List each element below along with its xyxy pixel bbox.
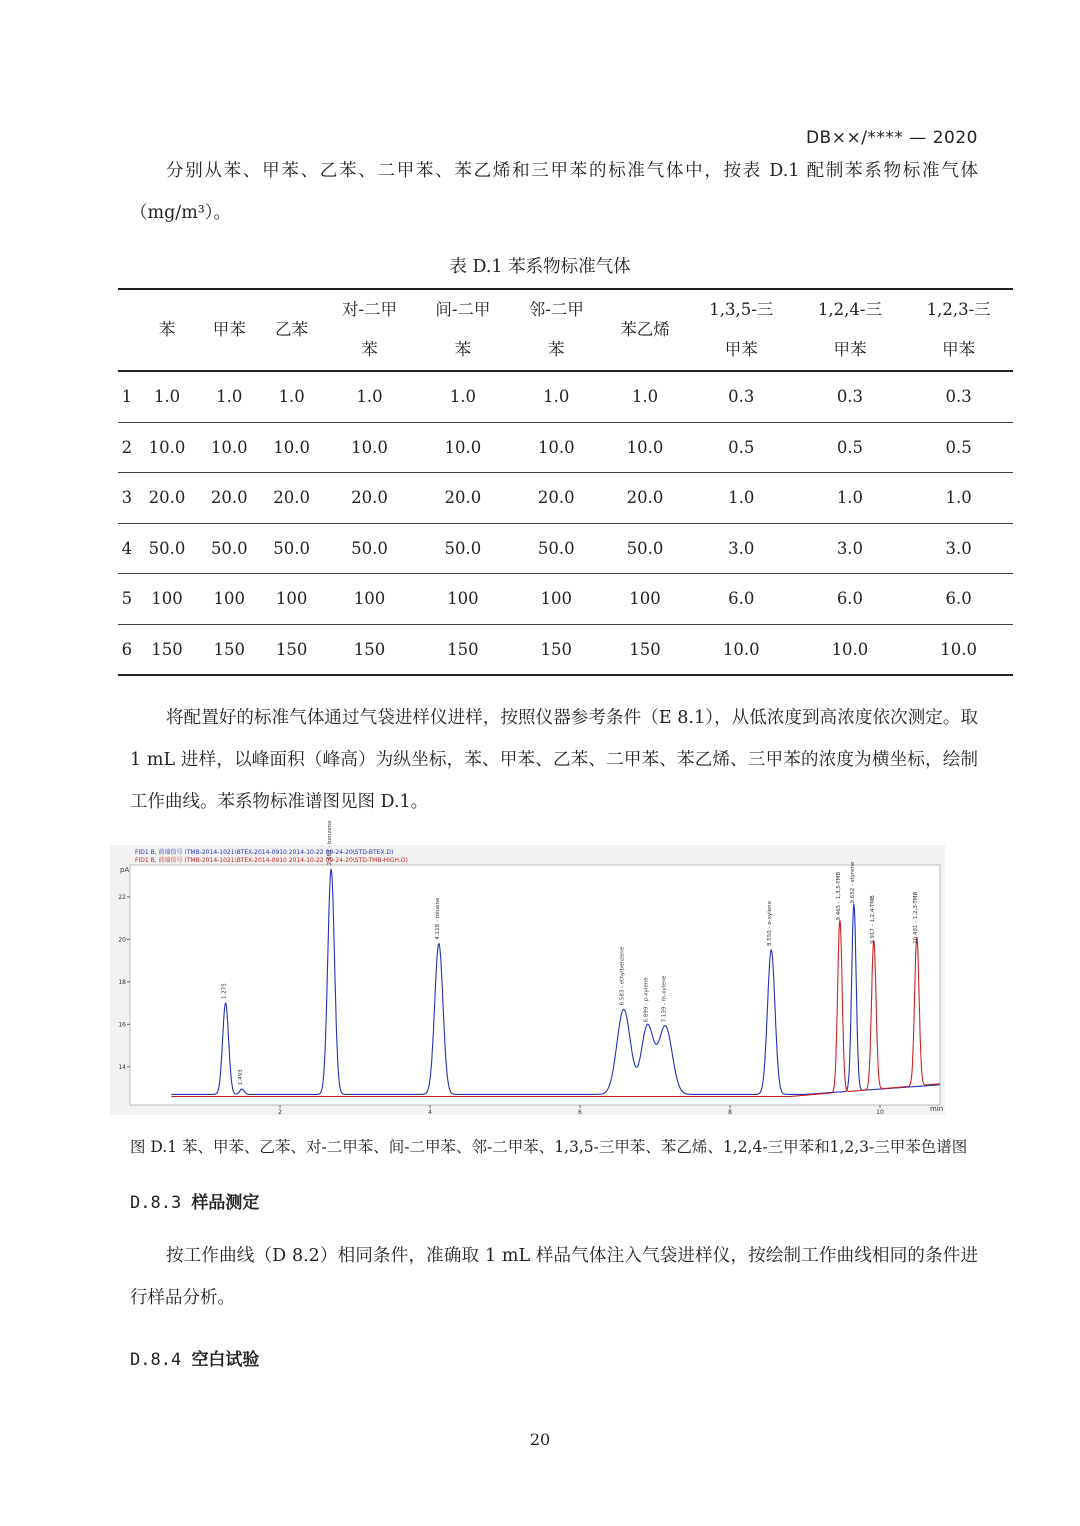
- table-cell: 150: [198, 624, 260, 675]
- table-cell: 20.0: [198, 473, 260, 524]
- table-cell: 3.0: [796, 523, 905, 574]
- intro-paragraph: 分别从苯、甲苯、乙苯、二甲苯、苯乙烯和三甲苯的标准气体中，按表 D.1 配制苯系物标准气体（mg/m³）。: [130, 161, 978, 223]
- peak-label: 10.491 - 1,2,3-TMB: [912, 891, 919, 944]
- figure-caption: 图 D.1 苯、甲苯、乙苯、对-二甲苯、间-二甲苯、邻-二甲苯、1,3,5-三甲苯、苯乙烯、1,2,4-三甲苯和1,2,3-三甲苯色谱图: [130, 1138, 968, 1156]
- table-cell: 20.0: [260, 473, 322, 524]
- x-tick-label: 6: [578, 1109, 582, 1116]
- sample-paragraph: 按工作曲线（D 8.2）相同条件，准确取 1 mL 样品气体注入气袋进样仪，按绘制工作曲线相同的条件进行样品分析。: [130, 1246, 978, 1308]
- column-header: [416, 289, 509, 371]
- table-row: [118, 371, 1013, 422]
- table-cell: 10.0: [260, 422, 322, 473]
- peak-label: 1.275: [221, 983, 228, 1000]
- table-body: [118, 371, 1013, 675]
- y-axis-unit: pA: [120, 866, 130, 874]
- x-tick-label: 4: [428, 1109, 432, 1116]
- section-d84-title: 空白试验: [191, 1350, 260, 1370]
- table-cell: 10.0: [904, 624, 1013, 675]
- section-d83-heading: [130, 1188, 259, 1213]
- table-cell: 150: [260, 624, 322, 675]
- table-cell: 100: [323, 574, 416, 625]
- table-cell: 10.0: [198, 422, 260, 473]
- column-header: [687, 289, 796, 371]
- legend-entry-tmb: FID1 B, 前端信号 (TMB-2014-1021\BTEX-2014-0910 2014-10-22 09-24-20\STD-TMB-HIGH.D): [135, 857, 408, 864]
- row-index-cell: 1: [118, 371, 136, 422]
- column-header-line2: 苯: [548, 340, 565, 359]
- section-d83-number: D.8.3: [130, 1193, 182, 1213]
- table-cell: 1.0: [796, 473, 905, 524]
- table-cell: 1.0: [416, 371, 509, 422]
- table-cell: 50.0: [603, 523, 687, 574]
- chromatogram-figure: [110, 820, 945, 1116]
- table-cell: 0.5: [796, 422, 905, 473]
- column-header-line1: 苯: [158, 320, 176, 339]
- column-header-line2: 苯: [361, 340, 378, 359]
- peak-label: 1.493: [237, 1069, 244, 1086]
- plot-area: [130, 865, 940, 1105]
- table-cell: 1.0: [260, 371, 322, 422]
- table-cell: 10.0: [687, 624, 796, 675]
- column-header-line1: 甲苯: [212, 320, 246, 339]
- table-cell: 150: [603, 624, 687, 675]
- table-cell: 50.0: [260, 523, 322, 574]
- table-row: [118, 624, 1013, 675]
- table-cell: 10.0: [510, 422, 603, 473]
- document-code: DB××/**** — 2020: [805, 128, 978, 148]
- table-cell: 100: [198, 574, 260, 625]
- column-header-line1: 1,2,4-三: [817, 300, 882, 319]
- table-cell: 100: [510, 574, 603, 625]
- table-cell: 1.0: [904, 473, 1013, 524]
- table-caption: 表 D.1 苯系物标准气体: [449, 257, 631, 277]
- y-tick-label: 22: [118, 893, 126, 901]
- column-header: [510, 289, 603, 371]
- peak-label: 2.682 - benzene: [327, 820, 334, 866]
- x-tick-label: 2: [278, 1109, 282, 1116]
- column-header: [198, 289, 260, 371]
- table-cell: 0.5: [687, 422, 796, 473]
- table-cell: 20.0: [510, 473, 603, 524]
- table-cell: 6.0: [687, 574, 796, 625]
- table-cell: 50.0: [416, 523, 509, 574]
- table-cell: 50.0: [510, 523, 603, 574]
- peak-label: 7.139 - m-xylene: [661, 975, 668, 1023]
- peak-label: 8.550 - o-xylene: [767, 900, 774, 946]
- table-cell: 3.0: [904, 523, 1013, 574]
- column-header: [603, 289, 687, 371]
- row-index-cell: 3: [118, 473, 136, 524]
- table-cell: 50.0: [198, 523, 260, 574]
- column-header-line2: 甲苯: [724, 340, 758, 359]
- table-cell: 100: [603, 574, 687, 625]
- column-header-line1: 对-二甲: [341, 300, 398, 319]
- table-cell: 150: [416, 624, 509, 675]
- table-cell: 20.0: [603, 473, 687, 524]
- table-cell: 100: [136, 574, 198, 625]
- x-tick-label: 10: [876, 1109, 884, 1116]
- peak-label: 4.118 - toluene: [434, 897, 441, 940]
- peak-label: 6.583 - ethylbenzene: [619, 946, 626, 1006]
- table-cell: 50.0: [136, 523, 198, 574]
- peak-label: 6.899 - p-xylene: [643, 977, 650, 1023]
- section-d84-number: D.8.4: [130, 1350, 182, 1370]
- table-cell: 10.0: [136, 422, 198, 473]
- table-cell: 1.0: [603, 371, 687, 422]
- section-d84-heading: [130, 1345, 259, 1370]
- table-row: [118, 422, 1013, 473]
- table-cell: 0.3: [904, 371, 1013, 422]
- page-number: 20: [529, 1430, 551, 1449]
- row-index-cell: 2: [118, 422, 136, 473]
- table-header-row: [118, 289, 1013, 371]
- table-cell: 100: [260, 574, 322, 625]
- table-cell: 10.0: [603, 422, 687, 473]
- row-index-cell: 4: [118, 523, 136, 574]
- table-cell: 1.0: [198, 371, 260, 422]
- table-cell: 150: [136, 624, 198, 675]
- legend-entry-btex: FID1 B, 前端信号 (TMB-2014-1021\BTEX-2014-0910 2014-10-22 09-24-20\STD-BTEX.D): [135, 849, 394, 856]
- table-cell: 0.5: [904, 422, 1013, 473]
- peak-label: 9.652 - styrene: [849, 861, 856, 904]
- y-tick-label: 14: [118, 1063, 126, 1071]
- procedure-paragraph: 将配置好的标准气体通过气袋进样仪进样，按照仪器参考条件（E 8.1），从低浓度到高浓度依次测定。取 1 mL 进样，以峰面积（峰高）为纵坐标，苯、甲苯、乙苯、二甲苯、苯乙烯、三甲苯的浓度为横坐标，绘制工作曲线。苯系物标准谱图见图 D.1。: [130, 708, 978, 812]
- table-cell: 1.0: [323, 371, 416, 422]
- table-row: [118, 574, 1013, 625]
- x-axis-unit: min: [930, 1105, 944, 1113]
- table-cell: 10.0: [796, 624, 905, 675]
- y-tick-label: 18: [118, 978, 126, 986]
- table-header: [118, 289, 1013, 371]
- table-cell: 1.0: [687, 473, 796, 524]
- table-cell: 20.0: [136, 473, 198, 524]
- table-cell: 150: [510, 624, 603, 675]
- column-header-line2: 苯: [454, 340, 472, 359]
- column-header-line1: 1,2,3-三: [926, 300, 991, 319]
- column-header-line1: 苯乙烯: [620, 320, 670, 339]
- table-cell: 150: [323, 624, 416, 675]
- table-cell: 10.0: [416, 422, 509, 473]
- table-cell: 0.3: [687, 371, 796, 422]
- column-header: [136, 289, 198, 371]
- chromatogram-chart: [110, 820, 945, 1116]
- table-cell: 3.0: [687, 523, 796, 574]
- column-header-line1: 邻-二甲: [528, 300, 584, 319]
- table-cell: 20.0: [323, 473, 416, 524]
- table-cell: 0.3: [796, 371, 905, 422]
- row-index-cell: 6: [118, 624, 136, 675]
- y-tick-label: 16: [118, 1021, 126, 1029]
- table-cell: 50.0: [323, 523, 416, 574]
- table-cell: 6.0: [904, 574, 1013, 625]
- y-tick-label: 20: [118, 936, 126, 944]
- column-header-line2: 甲苯: [833, 340, 867, 359]
- standard-gas-table: [118, 288, 1013, 676]
- x-tick-label: 8: [728, 1109, 732, 1116]
- column-header-line2: 甲苯: [942, 340, 976, 359]
- table-cell: 10.0: [323, 422, 416, 473]
- peak-label: 9.465 - 1,3,5-TMB: [835, 871, 842, 921]
- table-cell: 6.0: [796, 574, 905, 625]
- column-header-line1: 间-二甲: [435, 300, 491, 319]
- table-cell: 1.0: [510, 371, 603, 422]
- peak-label: 9.917 - 1,2,4-TMB: [869, 895, 876, 944]
- column-header: [260, 289, 322, 371]
- column-header: [796, 289, 905, 371]
- column-header-line1: 乙苯: [275, 320, 309, 339]
- column-header: [323, 289, 416, 371]
- table-row: [118, 523, 1013, 574]
- column-header-line1: 1,3,5-三: [709, 300, 774, 319]
- column-header: [904, 289, 1013, 371]
- table-cell: 20.0: [416, 473, 509, 524]
- table-row: [118, 473, 1013, 524]
- row-index-cell: 5: [118, 574, 136, 625]
- column-header: [118, 289, 136, 371]
- table-cell: 1.0: [136, 371, 198, 422]
- table-cell: 100: [416, 574, 509, 625]
- section-d83-title: 样品测定: [191, 1193, 260, 1213]
